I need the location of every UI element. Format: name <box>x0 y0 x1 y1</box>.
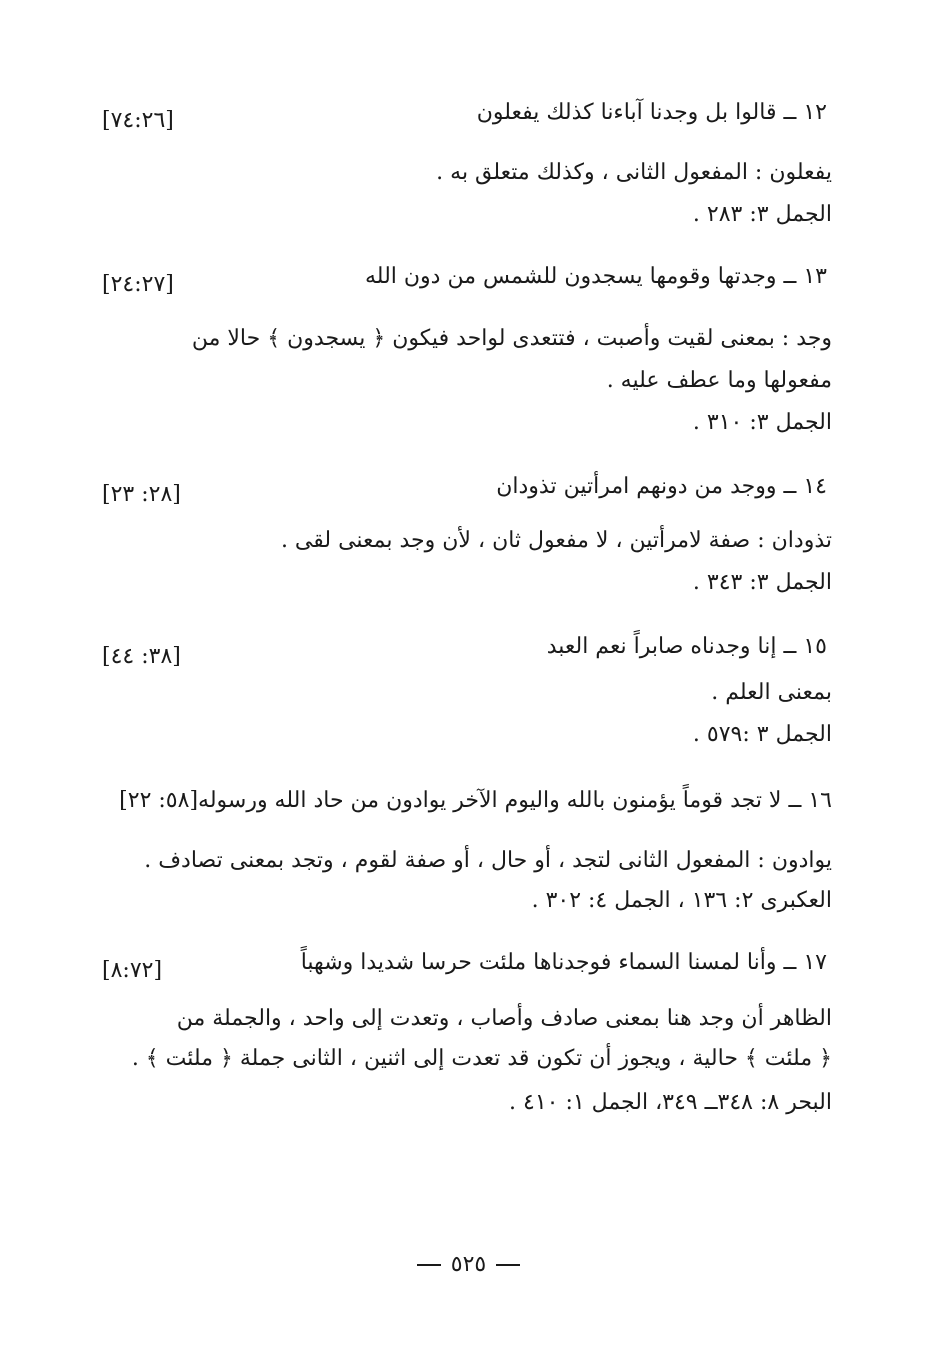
entry-16-heading: ١٦ ــ لا تجد قوماً يؤمنون بالله واليوم الآخر يوادون من حاد الله ورسوله[٥٨: ٢٢] <box>119 788 832 813</box>
entry-14-heading: ١٤ ــ ووجد من دونهم امرأتين تذودان <box>496 474 827 499</box>
entry-15-line-2: الجمل ٣ :٥٧٩ . <box>692 722 832 747</box>
entry-17-line-1: الظاهر أن وجد هنا بمعنى صادف وأصاب ، وتعدت إلى واحد ، والجملة من <box>176 1006 832 1031</box>
entry-15-reference: [٣٨: ٤٤] <box>102 644 181 669</box>
entry-15-heading: ١٥ ــ إنا وجدناه صابراً نعم العبد <box>546 634 827 659</box>
entry-12-line-2: الجمل ٣: ٢٨٣ . <box>692 202 832 227</box>
entry-14-line-2: الجمل ٣: ٣٤٣ . <box>692 570 832 595</box>
entry-12-reference: [٧٤:٢٦] <box>102 108 174 133</box>
entry-17-line-3: البحر ٨: ٣٤٨ــ ٣٤٩، الجمل ١: ٤١٠ . <box>509 1090 832 1115</box>
entry-14-reference: [٢٨: ٢٣] <box>102 482 181 507</box>
entry-15-line-1: بمعنى العلم . <box>711 680 832 705</box>
entry-16-line-2: العكبرى ٢: ١٣٦ ، الجمل ٤: ٣٠٢ . <box>531 888 832 913</box>
page-number <box>0 1250 937 1280</box>
entry-16-line-1: يوادون : المفعول الثانى لتجد ، أو حال ، أو صفة لقوم ، وتجد بمعنى تصادف . <box>144 848 832 873</box>
entry-13-line-3: الجمل ٣: ٣١٠ . <box>692 410 832 435</box>
entry-14-line-1: تذودان : صفة لامرأتين ، لا مفعول ثان ، لأن وجد بمعنى لقى . <box>280 528 832 553</box>
page-number-dash-left <box>417 1264 441 1266</box>
entry-17-heading: ١٧ ــ وأنا لمسنا السماء فوجدناها ملئت حرسا شديدا وشهباً <box>300 950 827 975</box>
entry-13-reference: [٢٤:٢٧] <box>102 272 174 297</box>
page-number-value: ٥٢٥ <box>450 1252 487 1277</box>
entry-12-heading: ١٢ ــ قالوا بل وجدنا آباءنا كذلك يفعلون <box>476 100 827 125</box>
entry-12-line-1: يفعلون : المفعول الثانى ، وكذلك متعلق به . <box>436 160 832 185</box>
page-number-dash-right <box>496 1264 520 1266</box>
entry-13-heading: ١٣ ــ وجدتها وقومها يسجدون للشمس من دون الله <box>364 264 827 289</box>
entry-13-line-1: وجد : بمعنى لقيت وأصبت ، فتتعدى لواحد فيكون ﴿ يسجدون ﴾ حالا من <box>191 326 832 351</box>
entry-17-reference: [٨:٧٢] <box>102 958 163 983</box>
entry-13-line-2: مفعولها وما عطف عليه . <box>606 368 832 393</box>
entry-17-line-2: ﴿ ملئت ﴾ حالية ، ويجوز أن تكون قد تعدت إلى اثنين ، الثانى جملة ﴿ ملئت ﴾ . <box>131 1046 832 1071</box>
